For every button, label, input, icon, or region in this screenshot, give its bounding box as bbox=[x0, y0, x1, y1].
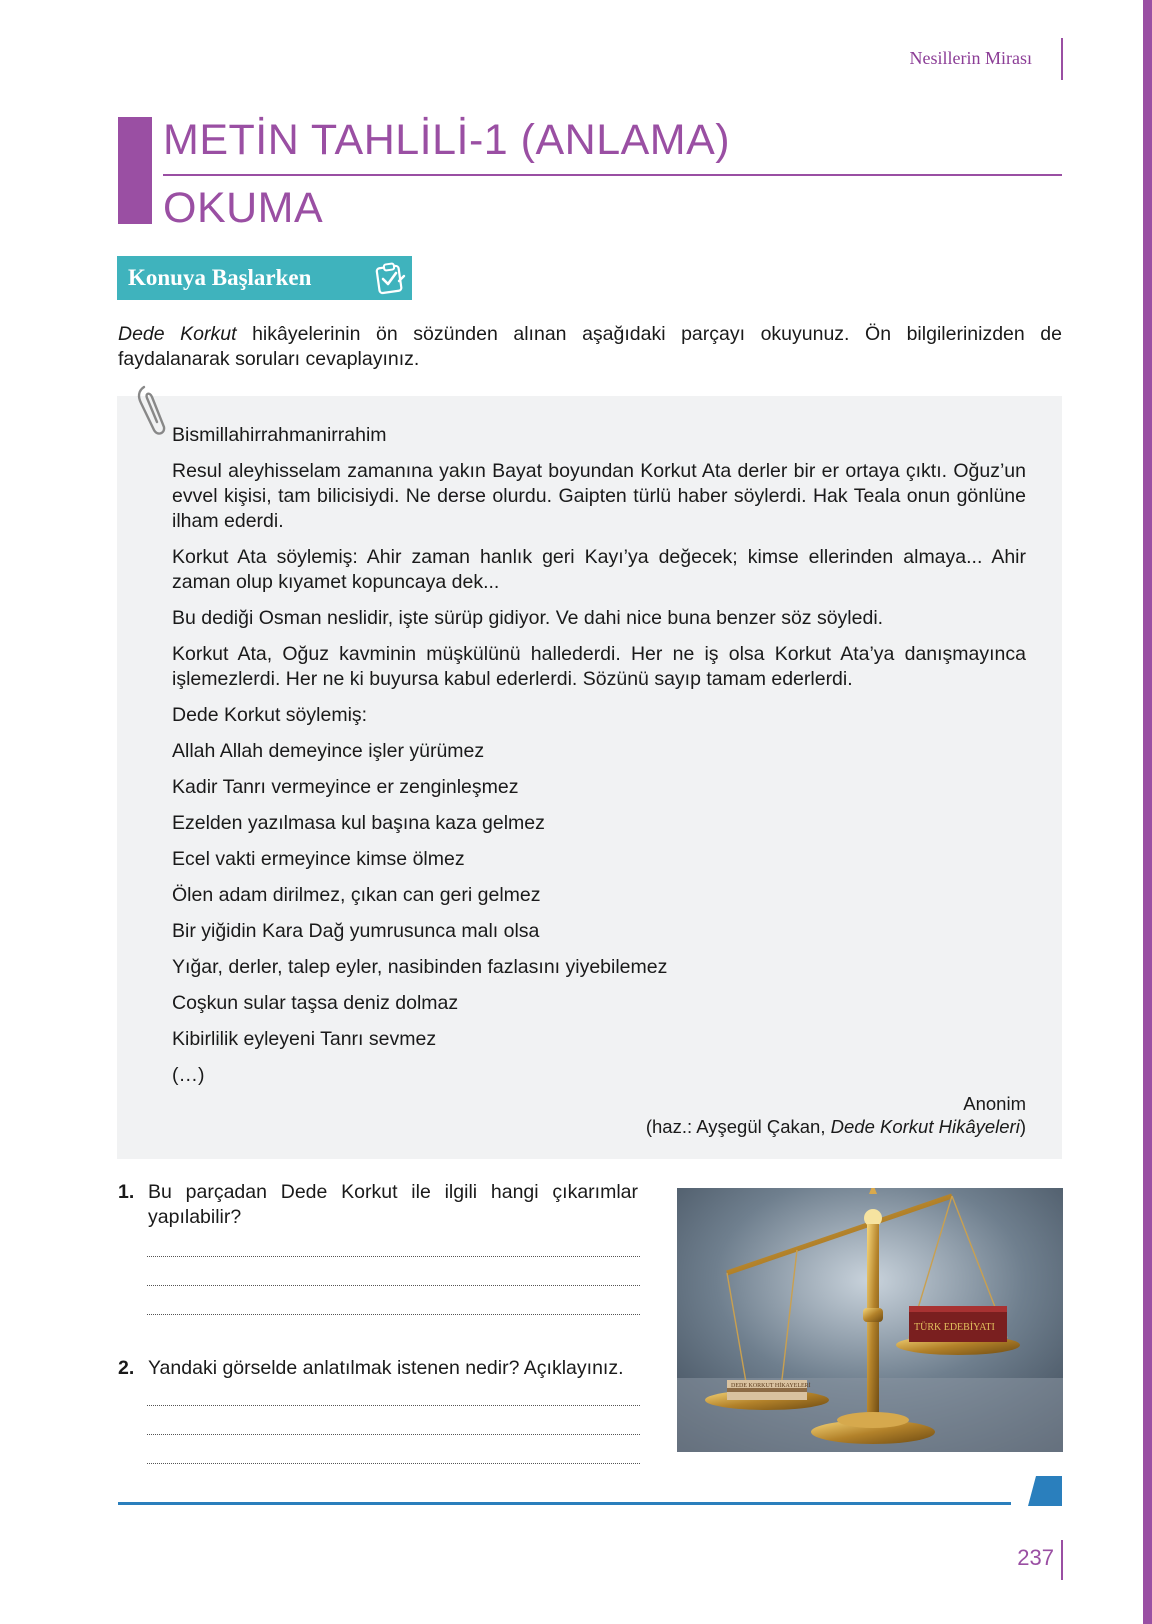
header-divider bbox=[1061, 38, 1063, 80]
verse-line: (…) bbox=[172, 1064, 205, 1086]
answer-line[interactable] bbox=[147, 1256, 640, 1257]
page-subtitle: OKUMA bbox=[163, 184, 324, 232]
intro-text bbox=[118, 322, 1062, 372]
answer-line[interactable] bbox=[147, 1434, 640, 1435]
source-author: Anonim bbox=[963, 1093, 1026, 1114]
reading-paragraph: Bu dediği Osman neslidir, işte sürüp gidiyor. Ve dahi nice buna benzer söz söyledi. bbox=[172, 607, 884, 629]
question-text: Bu parçadan Dede Korkut ile ilgili hangi çıkarımlar yapılabilir? bbox=[148, 1181, 638, 1228]
intro-rest: hikâyelerinin ön sözünden alınan aşağıdaki parçayı okuyunuz. Ön bilgilerinizden de faydalanarak soruları cevaplayınız. bbox=[118, 323, 1062, 370]
answer-line[interactable] bbox=[147, 1285, 640, 1286]
golden-scale-with-books-image bbox=[677, 1188, 1063, 1452]
question-2 bbox=[118, 1356, 638, 1381]
section-header bbox=[117, 256, 412, 300]
source-book: Dede Korkut Hikâyeleri bbox=[830, 1116, 1020, 1137]
answer-line[interactable] bbox=[147, 1405, 640, 1406]
title-accent-block bbox=[118, 117, 152, 224]
reading-text bbox=[172, 423, 1026, 1099]
intro-italic: Dede Korkut bbox=[118, 323, 237, 345]
paperclip-icon bbox=[134, 381, 170, 444]
page-number: 237 bbox=[1017, 1545, 1054, 1570]
series-title: Nesillerin Mirası bbox=[909, 48, 1032, 68]
reading-source bbox=[646, 1092, 1026, 1138]
left-book-text: DEDE KORKUT HİKAYELERİ bbox=[731, 1383, 811, 1389]
verse-line: Yığar, derler, talep eyler, nasibinden fazlasını yiyebilemez bbox=[172, 956, 668, 978]
reading-paragraph: Korkut Ata, Oğuz kavminin müşkülünü hallederdi. Her ne iş olsa Korkut Ata’ya danışmayınca işlemezlerdi. Her ne ki buyursa kabul ederlerdi. Sözünü sayıp tamam ederlerdi. bbox=[172, 643, 1026, 690]
reading-paragraph: Korkut Ata söylemiş: Ahir zaman hanlık geri Kayı’ya değecek; kimse ellerinden almaya... Ahir zaman olup kıyamet kopuncaya dek... bbox=[172, 546, 1026, 593]
verse-line: Ezelden yazılmasa kul başına kaza gelmez bbox=[172, 812, 545, 834]
checklist-clipboard-icon bbox=[374, 261, 406, 310]
page-edge-bar bbox=[1143, 0, 1152, 1624]
question-number: 1. bbox=[118, 1181, 135, 1203]
question-number: 2. bbox=[118, 1357, 135, 1379]
question-1 bbox=[118, 1180, 638, 1230]
verse-line: Ecel vakti ermeyince kimse ölmez bbox=[172, 848, 465, 870]
verse-line: Allah Allah demeyince işler yürümez bbox=[172, 740, 485, 762]
right-book-text: TÜRK EDEBİYATI bbox=[914, 1322, 995, 1333]
footer-rule bbox=[118, 1502, 1011, 1505]
verse-line: Bir yiğidin Kara Dağ yumrusunca malı olsa bbox=[172, 920, 540, 942]
section-label: Konuya Başlarken bbox=[128, 265, 312, 290]
verse-line: Dede Korkut söylemiş: bbox=[172, 704, 368, 726]
verse-line: Kadir Tanrı vermeyince er zenginleşmez bbox=[172, 776, 519, 798]
verse-line: Kibirlilik eyleyeni Tanrı sevmez bbox=[172, 1028, 437, 1050]
reading-paragraph: Resul aleyhisselam zamanına yakın Bayat boyundan Korkut Ata derler bir er ortaya çıktı. Oğuz’un evvel kişisi, tam bilicisiydi. Ne derse olurdu. Gaipten türlü haber söylerdi. Hak Teala onun gönlüne ilham ederdi. bbox=[172, 460, 1026, 532]
answer-line[interactable] bbox=[147, 1314, 640, 1315]
page-title: METİN TAHLİLİ-1 (ANLAMA) bbox=[163, 116, 731, 164]
verse-line: Coşkun sular taşsa deniz dolmaz bbox=[172, 992, 459, 1014]
footer-tab bbox=[1028, 1476, 1062, 1506]
source-citation bbox=[646, 1115, 1026, 1138]
source-suffix: ) bbox=[1019, 1116, 1026, 1137]
question-text: Yandaki görselde anlatılmak istenen nedir? Açıklayınız. bbox=[148, 1357, 624, 1379]
source-prefix: (haz.: Ayşegül Çakan, bbox=[645, 1116, 831, 1137]
reading-paragraph: Bismillahirrahmanirrahim bbox=[172, 424, 387, 446]
answer-line[interactable] bbox=[147, 1463, 640, 1464]
verse-line: Ölen adam dirilmez, çıkan can geri gelmez bbox=[172, 884, 541, 906]
title-rule bbox=[163, 174, 1062, 176]
page-number-divider bbox=[1061, 1540, 1063, 1580]
